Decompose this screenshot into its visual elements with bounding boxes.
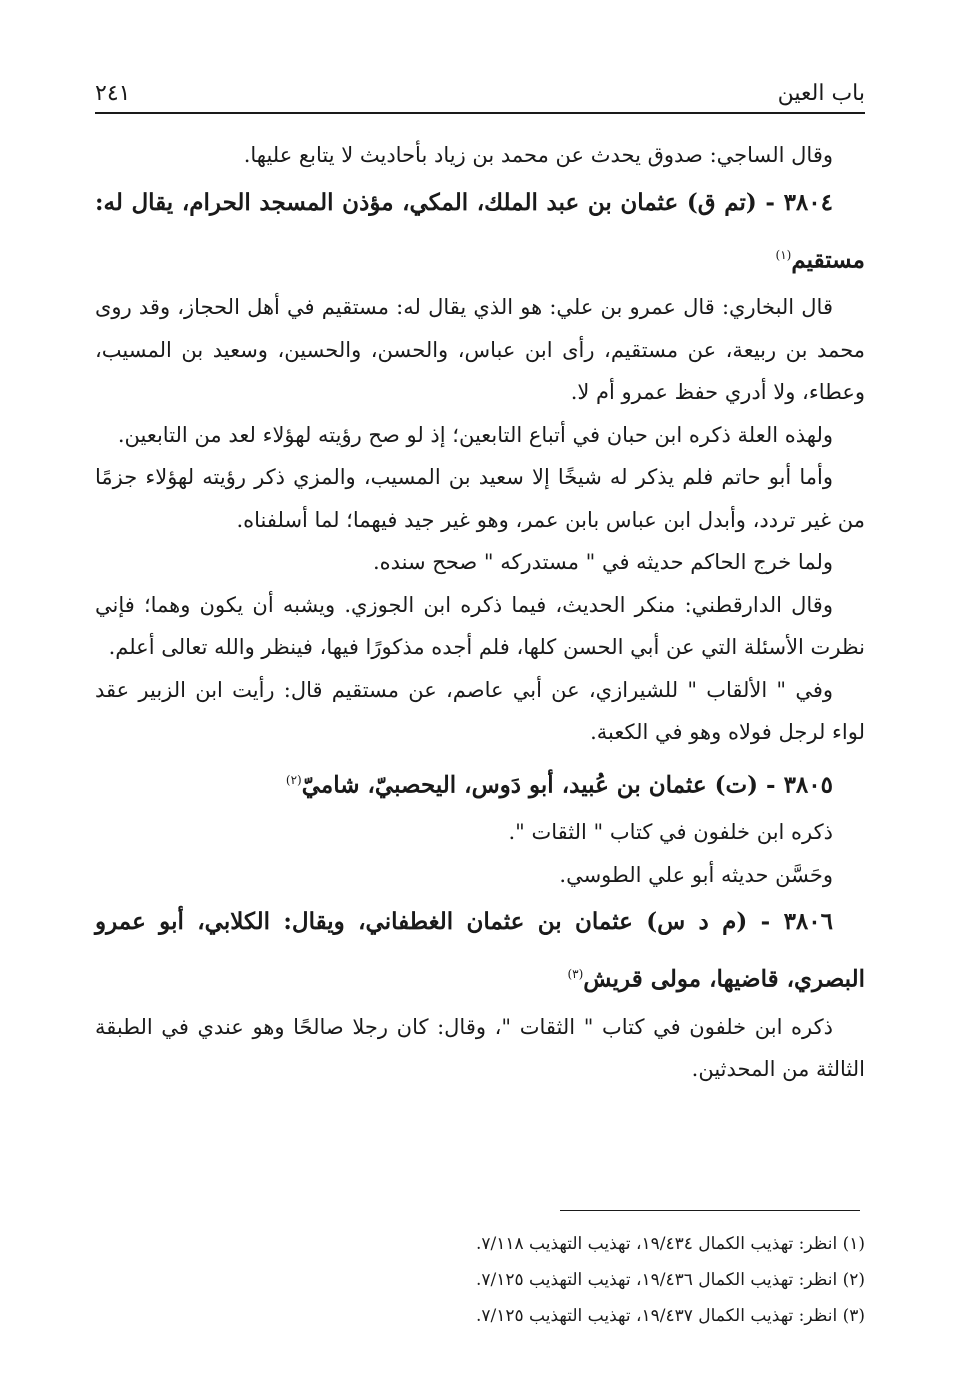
footnote-ref: (٣) [567, 967, 584, 982]
entry-heading-text: ٣٨٠٥ - (ت) عثمان بن عُبيد، أبو دَوس، اليحصبيّ، شاميّ [301, 771, 833, 799]
paragraph: ذكره ابن خلفون في كتاب " الثقات ". [508, 820, 833, 845]
page-header [95, 68, 865, 114]
footnote-separator [560, 1210, 860, 1211]
entry-heading-3804 [95, 177, 865, 287]
footnote-ref: (١) [775, 247, 792, 262]
footnote: (٢) انظر: تهذيب الكمال ١٩/٤٣٦، تهذيب التهذيب ٧/١٢٥. [475, 1270, 865, 1290]
footnote-ref: (٢) [285, 772, 302, 787]
footnotes [95, 1226, 865, 1334]
entry-heading-text: ٣٨٠٤ - (تم ق) عثمان بن عبد الملك، المكي، مؤذن المسجد الحرام، يقال له: مستقيم [95, 188, 865, 274]
page-body [95, 134, 865, 1091]
paragraph: وقال الساجي: صدوق يحدث عن محمد بن زياد بأحاديث لا يتابع عليها. [243, 143, 833, 167]
chapter-title: باب العين [777, 81, 865, 106]
page-number: ٢٤١ [95, 81, 131, 106]
entry-heading-3806 [95, 896, 865, 1006]
footnote: (٣) انظر: تهذيب الكمال ١٩/٤٣٧، تهذيب التهذيب ٧/١٢٥. [475, 1306, 865, 1326]
footnote: (١) انظر: تهذيب الكمال ١٩/٤٣٤، تهذيب التهذيب ٧/١١٨. [475, 1234, 865, 1254]
paragraph: وحَسَّن حديثه أبو علي الطوسي. [559, 862, 833, 887]
paragraph: قال البخاري: قال عمرو بن علي: هو الذي يقال له: مستقيم في أهل الحجاز، وقد روى محمد بن ربيعة، عن مستقيم، رأى ابن عباس، والحسن، والحسين، وسعيد بن المسيب، وعطاء، ولا أدري حفظ عمرو أم لا. [95, 295, 865, 405]
entry-heading-text: ٣٨٠٦ - (م د س) عثمان بن عثمان الغطفاني، ويقال: الكلابي، أبو عمرو البصري، قاضيها، مولى قريش [95, 908, 865, 993]
paragraph: ولما خرج الحاكم حديثه في " مستدركه " صحح سنده. [372, 550, 833, 575]
paragraph: ذكره ابن خلفون في كتاب " الثقات "، وقال: كان رجلا صالحًا وهو عندي في الطبقة الثالثة من المحدثين. [95, 1014, 865, 1082]
paragraph: وأما أبو حاتم فلم يذكر له شيخًا إلا سعيد بن المسيب، والمزي ذكر رؤيته لهؤلاء جزمًا من غير تردد، وأبدل ابن عباس بابن عمر، وهو غير جيد فيهما؛ لما أسلفناه. [95, 465, 865, 532]
paragraph: ولهذه العلة ذكره ابن حبان في أتباع التابعين؛ إذ لو صح رؤيته لهؤلاء لعد من التابعين. [117, 422, 833, 447]
paragraph: وفي " الألقاب " للشيرازي، عن أبي عاصم، عن مستقيم قال: رأيت ابن الزبير عقد لواء لرجل فولاه وهو في الكعبة. [95, 677, 865, 745]
paragraph: وقال الدارقطني: منكر الحديث، فيما ذكره ابن الجوزي. ويشبه أن يكون وهما؛ فإني نظرت الأسئلة التي عن أبي الحسن كلها، فلم أجده مذكورًا فيها، فينظر والله تعالى أعلم. [95, 592, 865, 660]
entry-heading-3805 [95, 754, 865, 812]
